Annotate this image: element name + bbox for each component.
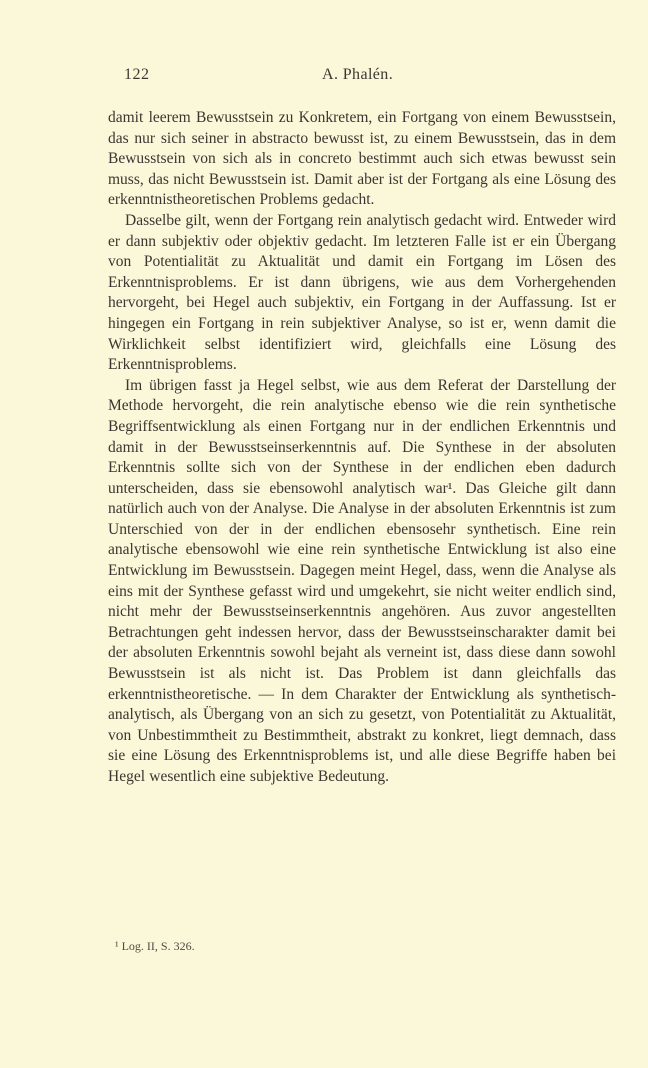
page-number: 122 [124,66,150,83]
body-text [108,108,616,788]
paragraph-3: Im übrigen fasst ja Hegel selbst, wie aus dem Referat der Darstellung der Methode hervorgeht, die rein analytische ebenso wie die rein synthetische Begriffsentwicklung als einen Fortgang nur in der endlichen Erkenntnis und damit in der Bewusstseinserkenntnis auf. Die Synthese in der absoluten Erkenntnis sollte sich von der Synthese in der endlichen eben dadurch unterscheiden, dass sie ebensowohl analytisch war¹. Das Gleiche gilt dann natürlich auch von der Analyse. Die Analyse in der absoluten Erkenntnis ist zum Unterschied von der in der endlichen ebensosehr synthetisch. Eine rein analytische ebensowohl wie eine rein synthetische Entwicklung ist also eine Entwicklung im Bewusstsein. Dagegen meint Hegel, dass, wenn die Analyse als eins mit der Synthese gefasst wird und umgekehrt, sie nicht weiter endlich sind, nicht mehr der Bewusstseinserkenntnis angehören. Aus zuvor angestellten Betrachtungen geht indessen hervor, dass der Bewusstseinscharakter damit bei der absoluten Erkenntnis sowohl bejaht als verneint ist, dass diese dann sowohl Bewusstsein ist als nicht ist. Das Problem ist dann gleichfalls das erkenntnistheoretische. — In dem Charakter der Entwicklung als synthetisch-analytisch, als Übergang von an sich zu gesetzt, von Potentialität zu Aktualität, von Unbestimmtheit zu Bestimmtheit, abstrakt zu konkret, liegt demnach, dass sie eine Lösung des Erkenntnisproblems ist, und alle diese Begriffe haben bei Hegel wesentlich eine subjektive Bedeutung. [108,376,616,785]
page-header [108,66,616,90]
footnote: ¹ Log. II, S. 326. [115,939,195,953]
running-head: A. Phalén. [322,66,394,83]
paragraph-1: damit leerem Bewusstsein zu Konkretem, ein Fortgang von einem Bewusstsein, das nur sich seiner in abstracto bewusst ist, zu einem Bewusstsein, das in dem Bewusstsein von sich als in concreto bestimmt auch sich etwas bewusst sein muss, das nicht Bewusstsein ist. Damit aber ist der Fortgang als eine Lösung des erkenntnistheoretischen Problems gedacht. [108,109,616,209]
paragraph-2: Dasselbe gilt, wenn der Fortgang rein analytisch gedacht wird. Entweder wird er dann subjektiv oder objektiv gedacht. Im letzteren Falle ist er ein Übergang von Potentialität zu Aktualität und damit ein Fortgang im Lösen des Erkenntnisproblems. Er ist dann übrigens, wie aus dem Vorhergehenden hervorgeht, bei Hegel auch subjektiv, ein Fortgang in der Auffassung. Ist er hingegen ein Fortgang in rein subjektiver Analyse, so ist er, wenn damit die Wirklichkeit selbst identifiziert wird, gleichfalls eine Lösung des Erkenntnisproblems. [108,211,616,374]
